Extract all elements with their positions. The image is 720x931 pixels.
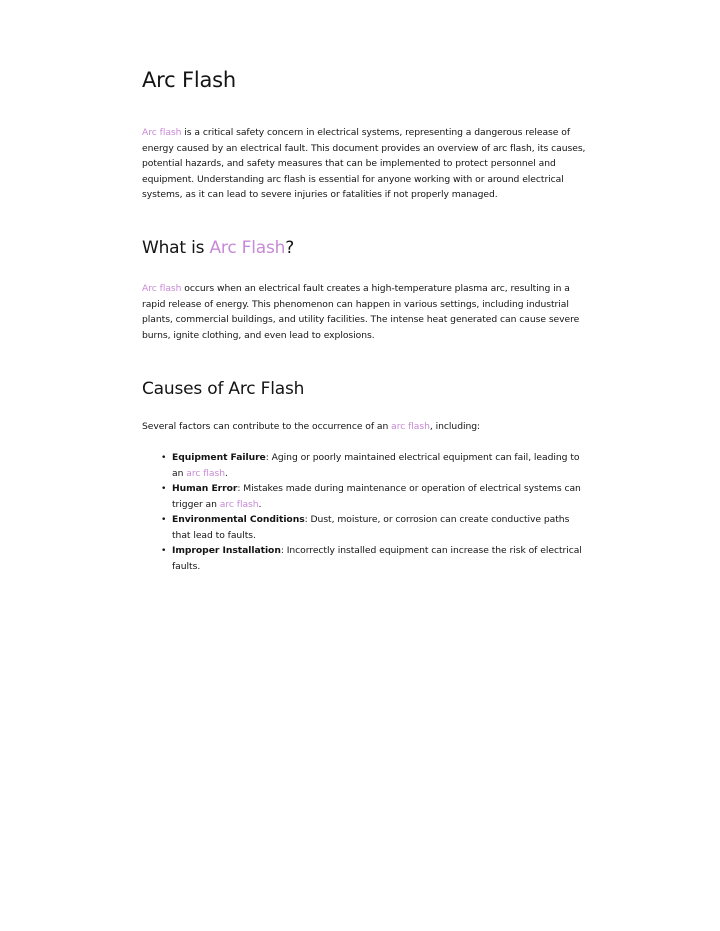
bullet-icon: • [161, 545, 167, 556]
list-item [161, 481, 587, 512]
causes-intro-before: Several factors can contribute to the occurrence of an [142, 421, 392, 432]
bullet-icon: • [161, 483, 167, 494]
list-item-label: Improper Installation [172, 545, 281, 556]
list-item [161, 450, 587, 481]
intro-text: is a critical safety concern in electrical systems, representing a dangerous release of energy caused by an electrical fault. This document provides an overview of arc flash, its causes, potential hazards, and safety measures that can be implemented to protect personnel and equipment. Understanding arc flash is essential for anyone working with or around electrical systems, as it can lead to severe injuries or fatalities if not properly managed. [142, 127, 586, 200]
bullet-icon: • [161, 452, 167, 463]
list-item-text: : Incorrectly installed equipment can increase the risk of electrical faults. [172, 545, 582, 572]
causes-intro-paragraph [142, 419, 587, 435]
intro-arc-flash-link[interactable]: Arc flash [142, 127, 182, 138]
bullet-icon: • [161, 514, 167, 525]
what-heading-suffix: ? [285, 238, 295, 258]
what-arc-flash-link[interactable]: Arc flash [142, 283, 182, 294]
causes-arc-flash-link[interactable]: arc flash [391, 421, 430, 432]
list-item-text: : Aging or poorly maintained electrical equipment can fail, leading to an [172, 452, 580, 479]
list-item-text: : Dust, moisture, or corrosion can create conductive paths that lead to faults. [172, 514, 570, 541]
what-paragraph [142, 281, 587, 343]
list-item-label: Environmental Conditions [172, 514, 305, 525]
what-is-heading [142, 236, 294, 260]
list-item-text: : Mistakes made during maintenance or operation of electrical systems can trigger an [172, 483, 581, 510]
list-item-arc-flash-link[interactable]: arc flash [186, 467, 225, 479]
causes-intro-after: , including: [429, 421, 481, 432]
what-text: occurs when an electrical fault creates a high-temperature plasma arc, resulting in a rapid release of energy. This phenomenon can happen in various settings, including industrial plants, commercial buildings, and utility facilities. The intense heat generated can cause severe burns, ignite clothing, and even lead to explosions. [142, 283, 580, 341]
page-title: Arc Flash [142, 68, 236, 92]
intro-paragraph [142, 125, 587, 203]
list-item-after: . [225, 467, 228, 479]
causes-heading: Causes of Arc Flash [142, 379, 305, 399]
list-item-after: . [258, 498, 262, 510]
causes-list [142, 450, 587, 574]
what-heading-prefix: What is [142, 238, 210, 258]
list-item-label: Human Error [172, 483, 238, 494]
list-item-label: Equipment Failure [172, 452, 266, 463]
what-heading-accent-link[interactable]: Arc Flash [209, 238, 286, 258]
list-item [161, 543, 587, 574]
list-item [161, 512, 587, 543]
list-item-arc-flash-link[interactable]: arc flash [219, 498, 259, 510]
